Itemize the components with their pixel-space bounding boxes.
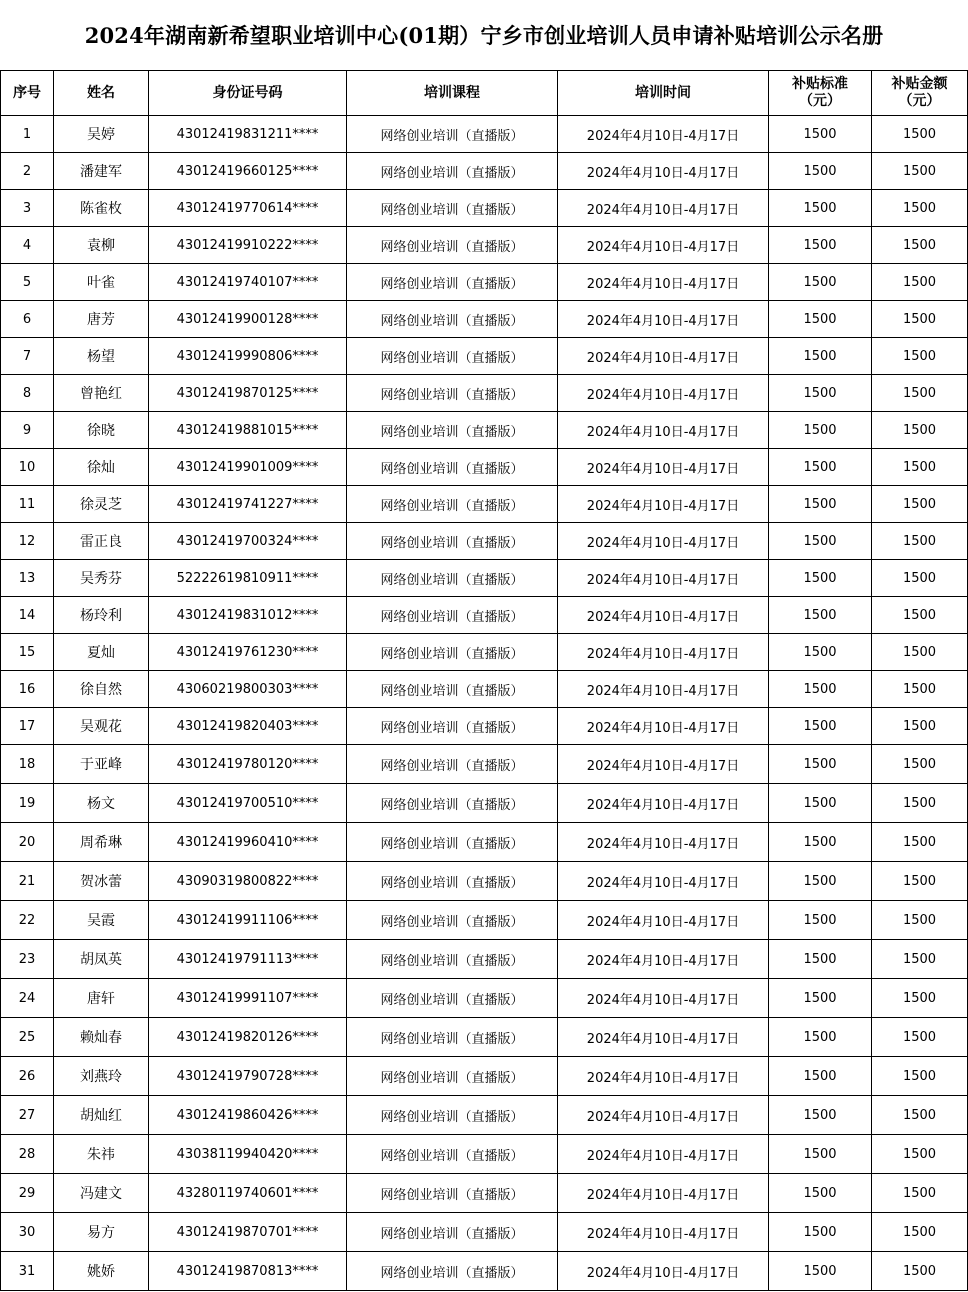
cell-subsidy-standard: 1500: [769, 671, 872, 708]
roster-table: [0, 70, 968, 1291]
cell-id-number: 43012419910222****: [149, 227, 347, 264]
cell-id-number: 43012419700324****: [149, 523, 347, 560]
cell-seq: 8: [1, 375, 54, 412]
cell-subsidy-amount: 1500: [872, 784, 968, 823]
cell-course: 网络创业培训（直播版）: [347, 486, 558, 523]
cell-subsidy-amount: 1500: [872, 671, 968, 708]
cell-period: 2024年4月10日-4月17日: [558, 1213, 769, 1252]
cell-period: 2024年4月10日-4月17日: [558, 560, 769, 597]
cell-seq: 1: [1, 116, 54, 153]
cell-seq: 6: [1, 301, 54, 338]
cell-course: 网络创业培训（直播版）: [347, 745, 558, 784]
table-row: [1, 486, 968, 523]
cell-subsidy-standard: 1500: [769, 823, 872, 862]
cell-seq: 4: [1, 227, 54, 264]
cell-subsidy-amount: 1500: [872, 979, 968, 1018]
cell-seq: 27: [1, 1096, 54, 1135]
cell-course: 网络创业培训（直播版）: [347, 823, 558, 862]
table-row: [1, 1252, 968, 1291]
cell-name: 唐轩: [54, 979, 149, 1018]
table-row: [1, 412, 968, 449]
cell-subsidy-standard: 1500: [769, 1018, 872, 1057]
table-row: [1, 634, 968, 671]
cell-period: 2024年4月10日-4月17日: [558, 153, 769, 190]
cell-name: 姚娇: [54, 1252, 149, 1291]
cell-period: 2024年4月10日-4月17日: [558, 449, 769, 486]
table-row: [1, 1213, 968, 1252]
table-row: [1, 190, 968, 227]
cell-subsidy-standard: 1500: [769, 264, 872, 301]
cell-subsidy-amount: 1500: [872, 412, 968, 449]
cell-name: 朱祎: [54, 1135, 149, 1174]
cell-subsidy-standard: 1500: [769, 1213, 872, 1252]
cell-subsidy-amount: 1500: [872, 862, 968, 901]
cell-seq: 26: [1, 1057, 54, 1096]
cell-course: 网络创业培训（直播版）: [347, 1213, 558, 1252]
table-row: [1, 708, 968, 745]
cell-course: 网络创业培训（直播版）: [347, 634, 558, 671]
header-amount: [872, 71, 968, 116]
cell-subsidy-amount: 1500: [872, 116, 968, 153]
cell-subsidy-standard: 1500: [769, 940, 872, 979]
cell-subsidy-standard: 1500: [769, 597, 872, 634]
cell-period: 2024年4月10日-4月17日: [558, 979, 769, 1018]
cell-subsidy-standard: 1500: [769, 412, 872, 449]
cell-name: 胡凤英: [54, 940, 149, 979]
cell-subsidy-standard: 1500: [769, 523, 872, 560]
cell-id-number: 43090319800822****: [149, 862, 347, 901]
table-row: [1, 153, 968, 190]
table-row: [1, 1057, 968, 1096]
cell-course: 网络创业培训（直播版）: [347, 375, 558, 412]
table-row: [1, 823, 968, 862]
cell-period: 2024年4月10日-4月17日: [558, 745, 769, 784]
cell-subsidy-standard: 1500: [769, 1174, 872, 1213]
cell-seq: 25: [1, 1018, 54, 1057]
cell-subsidy-amount: 1500: [872, 486, 968, 523]
cell-id-number: 43012419660125****: [149, 153, 347, 190]
cell-subsidy-standard: 1500: [769, 1135, 872, 1174]
cell-seq: 13: [1, 560, 54, 597]
cell-name: 夏灿: [54, 634, 149, 671]
cell-id-number: 43012419870701****: [149, 1213, 347, 1252]
cell-subsidy-amount: 1500: [872, 338, 968, 375]
cell-name: 贺冰蕾: [54, 862, 149, 901]
cell-id-number: 43012419881015****: [149, 412, 347, 449]
table-row: [1, 597, 968, 634]
cell-course: 网络创业培训（直播版）: [347, 1018, 558, 1057]
cell-period: 2024年4月10日-4月17日: [558, 190, 769, 227]
cell-seq: 29: [1, 1174, 54, 1213]
cell-period: 2024年4月10日-4月17日: [558, 375, 769, 412]
cell-period: 2024年4月10日-4月17日: [558, 116, 769, 153]
cell-subsidy-standard: 1500: [769, 1252, 872, 1291]
cell-seq: 11: [1, 486, 54, 523]
cell-course: 网络创业培训（直播版）: [347, 1174, 558, 1213]
header-name: 姓名: [54, 71, 149, 116]
cell-period: 2024年4月10日-4月17日: [558, 823, 769, 862]
cell-period: 2024年4月10日-4月17日: [558, 901, 769, 940]
cell-id-number: 43012419770614****: [149, 190, 347, 227]
table-row: [1, 1096, 968, 1135]
cell-subsidy-standard: 1500: [769, 745, 872, 784]
cell-name: 易方: [54, 1213, 149, 1252]
table-body: [1, 116, 968, 1291]
table-row: [1, 1018, 968, 1057]
cell-subsidy-amount: 1500: [872, 1135, 968, 1174]
cell-id-number: 43012419740107****: [149, 264, 347, 301]
header-standard-line2: （元）: [799, 93, 841, 109]
cell-id-number: 43012419831012****: [149, 597, 347, 634]
header-standard: [769, 71, 872, 116]
cell-period: 2024年4月10日-4月17日: [558, 597, 769, 634]
header-amount-line2: （元）: [898, 93, 941, 109]
cell-seq: 23: [1, 940, 54, 979]
cell-course: 网络创业培训（直播版）: [347, 338, 558, 375]
cell-course: 网络创业培训（直播版）: [347, 523, 558, 560]
cell-period: 2024年4月10日-4月17日: [558, 1057, 769, 1096]
cell-subsidy-amount: 1500: [872, 1213, 968, 1252]
cell-subsidy-standard: 1500: [769, 1057, 872, 1096]
cell-period: 2024年4月10日-4月17日: [558, 1174, 769, 1213]
cell-id-number: 43060219800303****: [149, 671, 347, 708]
cell-name: 吴观花: [54, 708, 149, 745]
cell-subsidy-standard: 1500: [769, 784, 872, 823]
cell-period: 2024年4月10日-4月17日: [558, 338, 769, 375]
cell-name: 冯建文: [54, 1174, 149, 1213]
cell-id-number: 43012419700510****: [149, 784, 347, 823]
cell-subsidy-standard: 1500: [769, 153, 872, 190]
cell-course: 网络创业培训（直播版）: [347, 412, 558, 449]
cell-subsidy-standard: 1500: [769, 449, 872, 486]
cell-seq: 9: [1, 412, 54, 449]
cell-subsidy-amount: 1500: [872, 1018, 968, 1057]
cell-course: 网络创业培训（直播版）: [347, 862, 558, 901]
cell-subsidy-amount: 1500: [872, 1252, 968, 1291]
table-row: [1, 979, 968, 1018]
table-row: [1, 671, 968, 708]
cell-period: 2024年4月10日-4月17日: [558, 227, 769, 264]
table-row: [1, 940, 968, 979]
cell-period: 2024年4月10日-4月17日: [558, 862, 769, 901]
cell-course: 网络创业培训（直播版）: [347, 1057, 558, 1096]
cell-period: 2024年4月10日-4月17日: [558, 264, 769, 301]
cell-subsidy-amount: 1500: [872, 901, 968, 940]
cell-course: 网络创业培训（直播版）: [347, 940, 558, 979]
cell-subsidy-standard: 1500: [769, 375, 872, 412]
cell-name: 吴秀芬: [54, 560, 149, 597]
cell-name: 吴霞: [54, 901, 149, 940]
cell-id-number: 43012419860426****: [149, 1096, 347, 1135]
header-seq: 序号: [1, 71, 54, 116]
cell-subsidy-amount: 1500: [872, 375, 968, 412]
cell-subsidy-amount: 1500: [872, 523, 968, 560]
cell-subsidy-standard: 1500: [769, 560, 872, 597]
cell-id-number: 43012419761230****: [149, 634, 347, 671]
cell-name: 唐芳: [54, 301, 149, 338]
cell-seq: 15: [1, 634, 54, 671]
cell-subsidy-standard: 1500: [769, 708, 872, 745]
cell-subsidy-amount: 1500: [872, 153, 968, 190]
header-standard-line1: 补贴标准: [792, 76, 848, 92]
cell-course: 网络创业培训（直播版）: [347, 784, 558, 823]
cell-period: 2024年4月10日-4月17日: [558, 412, 769, 449]
cell-seq: 30: [1, 1213, 54, 1252]
cell-id-number: 43280119740601****: [149, 1174, 347, 1213]
table-header-row: [1, 71, 968, 116]
cell-subsidy-amount: 1500: [872, 560, 968, 597]
header-course: 培训课程: [347, 71, 558, 116]
cell-name: 徐晓: [54, 412, 149, 449]
cell-seq: 28: [1, 1135, 54, 1174]
cell-course: 网络创业培训（直播版）: [347, 671, 558, 708]
table-row: [1, 338, 968, 375]
cell-seq: 12: [1, 523, 54, 560]
cell-seq: 17: [1, 708, 54, 745]
cell-name: 杨望: [54, 338, 149, 375]
cell-subsidy-amount: 1500: [872, 1096, 968, 1135]
cell-period: 2024年4月10日-4月17日: [558, 940, 769, 979]
cell-course: 网络创业培训（直播版）: [347, 1135, 558, 1174]
cell-subsidy-amount: 1500: [872, 597, 968, 634]
cell-subsidy-standard: 1500: [769, 486, 872, 523]
cell-course: 网络创业培训（直播版）: [347, 227, 558, 264]
cell-id-number: 43012419960410****: [149, 823, 347, 862]
cell-period: 2024年4月10日-4月17日: [558, 671, 769, 708]
cell-seq: 10: [1, 449, 54, 486]
cell-name: 徐灵芝: [54, 486, 149, 523]
cell-name: 杨玲利: [54, 597, 149, 634]
cell-subsidy-standard: 1500: [769, 1096, 872, 1135]
cell-subsidy-standard: 1500: [769, 227, 872, 264]
cell-id-number: 43012419831211****: [149, 116, 347, 153]
table-row: [1, 449, 968, 486]
cell-subsidy-amount: 1500: [872, 940, 968, 979]
table-row: [1, 523, 968, 560]
cell-id-number: 52222619810911****: [149, 560, 347, 597]
table-row: [1, 901, 968, 940]
cell-course: 网络创业培训（直播版）: [347, 264, 558, 301]
cell-subsidy-standard: 1500: [769, 862, 872, 901]
cell-id-number: 43012419741227****: [149, 486, 347, 523]
cell-name: 雷正良: [54, 523, 149, 560]
cell-subsidy-amount: 1500: [872, 745, 968, 784]
cell-course: 网络创业培训（直播版）: [347, 901, 558, 940]
cell-seq: 22: [1, 901, 54, 940]
cell-id-number: 43012419870813****: [149, 1252, 347, 1291]
cell-seq: 7: [1, 338, 54, 375]
cell-period: 2024年4月10日-4月17日: [558, 634, 769, 671]
cell-period: 2024年4月10日-4月17日: [558, 1135, 769, 1174]
cell-name: 陈雀枚: [54, 190, 149, 227]
cell-subsidy-amount: 1500: [872, 708, 968, 745]
table-row: [1, 375, 968, 412]
table-row: [1, 1174, 968, 1213]
cell-subsidy-amount: 1500: [872, 634, 968, 671]
cell-subsidy-standard: 1500: [769, 338, 872, 375]
table-row: [1, 227, 968, 264]
cell-subsidy-standard: 1500: [769, 979, 872, 1018]
cell-seq: 31: [1, 1252, 54, 1291]
cell-name: 胡灿红: [54, 1096, 149, 1135]
table-row: [1, 862, 968, 901]
cell-course: 网络创业培训（直播版）: [347, 449, 558, 486]
cell-period: 2024年4月10日-4月17日: [558, 523, 769, 560]
cell-name: 周希琳: [54, 823, 149, 862]
cell-name: 曾艳红: [54, 375, 149, 412]
cell-id-number: 43012419820126****: [149, 1018, 347, 1057]
cell-id-number: 43012419991107****: [149, 979, 347, 1018]
cell-subsidy-standard: 1500: [769, 190, 872, 227]
cell-name: 潘建军: [54, 153, 149, 190]
cell-subsidy-amount: 1500: [872, 227, 968, 264]
cell-course: 网络创业培训（直播版）: [347, 1096, 558, 1135]
cell-period: 2024年4月10日-4月17日: [558, 1096, 769, 1135]
cell-seq: 24: [1, 979, 54, 1018]
cell-subsidy-standard: 1500: [769, 301, 872, 338]
cell-name: 刘燕玲: [54, 1057, 149, 1096]
cell-id-number: 43038119940420****: [149, 1135, 347, 1174]
cell-course: 网络创业培训（直播版）: [347, 979, 558, 1018]
header-id: 身份证号码: [149, 71, 347, 116]
cell-name: 徐自然: [54, 671, 149, 708]
cell-seq: 18: [1, 745, 54, 784]
table-row: [1, 1135, 968, 1174]
table-row: [1, 784, 968, 823]
cell-subsidy-amount: 1500: [872, 301, 968, 338]
cell-subsidy-amount: 1500: [872, 449, 968, 486]
cell-seq: 14: [1, 597, 54, 634]
cell-name: 徐灿: [54, 449, 149, 486]
cell-course: 网络创业培训（直播版）: [347, 1252, 558, 1291]
cell-subsidy-amount: 1500: [872, 264, 968, 301]
cell-id-number: 43012419901009****: [149, 449, 347, 486]
cell-subsidy-amount: 1500: [872, 1057, 968, 1096]
cell-seq: 16: [1, 671, 54, 708]
cell-course: 网络创业培训（直播版）: [347, 708, 558, 745]
cell-name: 吴婷: [54, 116, 149, 153]
cell-subsidy-standard: 1500: [769, 116, 872, 153]
cell-period: 2024年4月10日-4月17日: [558, 301, 769, 338]
cell-seq: 21: [1, 862, 54, 901]
cell-period: 2024年4月10日-4月17日: [558, 708, 769, 745]
cell-name: 杨文: [54, 784, 149, 823]
table-row: [1, 745, 968, 784]
cell-id-number: 43012419870125****: [149, 375, 347, 412]
cell-period: 2024年4月10日-4月17日: [558, 784, 769, 823]
cell-name: 于亚峰: [54, 745, 149, 784]
cell-course: 网络创业培训（直播版）: [347, 190, 558, 227]
cell-course: 网络创业培训（直播版）: [347, 597, 558, 634]
cell-id-number: 43012419990806****: [149, 338, 347, 375]
cell-subsidy-amount: 1500: [872, 823, 968, 862]
cell-course: 网络创业培训（直播版）: [347, 560, 558, 597]
table-row: [1, 116, 968, 153]
table-row: [1, 264, 968, 301]
cell-id-number: 43012419791113****: [149, 940, 347, 979]
table-row: [1, 560, 968, 597]
cell-subsidy-amount: 1500: [872, 190, 968, 227]
cell-period: 2024年4月10日-4月17日: [558, 1018, 769, 1057]
cell-name: 叶雀: [54, 264, 149, 301]
cell-seq: 5: [1, 264, 54, 301]
cell-subsidy-standard: 1500: [769, 901, 872, 940]
cell-period: 2024年4月10日-4月17日: [558, 1252, 769, 1291]
header-period: 培训时间: [558, 71, 769, 116]
page-title: 2024年湖南新希望职业培训中心(01期）宁乡市创业培训人员申请补贴培训公示名册: [84, 23, 884, 48]
cell-id-number: 43012419911106****: [149, 901, 347, 940]
cell-name: 袁柳: [54, 227, 149, 264]
cell-course: 网络创业培训（直播版）: [347, 153, 558, 190]
cell-seq: 3: [1, 190, 54, 227]
cell-subsidy-amount: 1500: [872, 1174, 968, 1213]
cell-name: 赖灿春: [54, 1018, 149, 1057]
cell-id-number: 43012419790728****: [149, 1057, 347, 1096]
cell-course: 网络创业培训（直播版）: [347, 116, 558, 153]
cell-period: 2024年4月10日-4月17日: [558, 486, 769, 523]
table-row: [1, 301, 968, 338]
cell-course: 网络创业培训（直播版）: [347, 301, 558, 338]
header-amount-line1: 补贴金额: [891, 76, 948, 92]
cell-seq: 20: [1, 823, 54, 862]
cell-seq: 19: [1, 784, 54, 823]
cell-id-number: 43012419820403****: [149, 708, 347, 745]
cell-seq: 2: [1, 153, 54, 190]
cell-subsidy-standard: 1500: [769, 634, 872, 671]
cell-id-number: 43012419900128****: [149, 301, 347, 338]
cell-id-number: 43012419780120****: [149, 745, 347, 784]
